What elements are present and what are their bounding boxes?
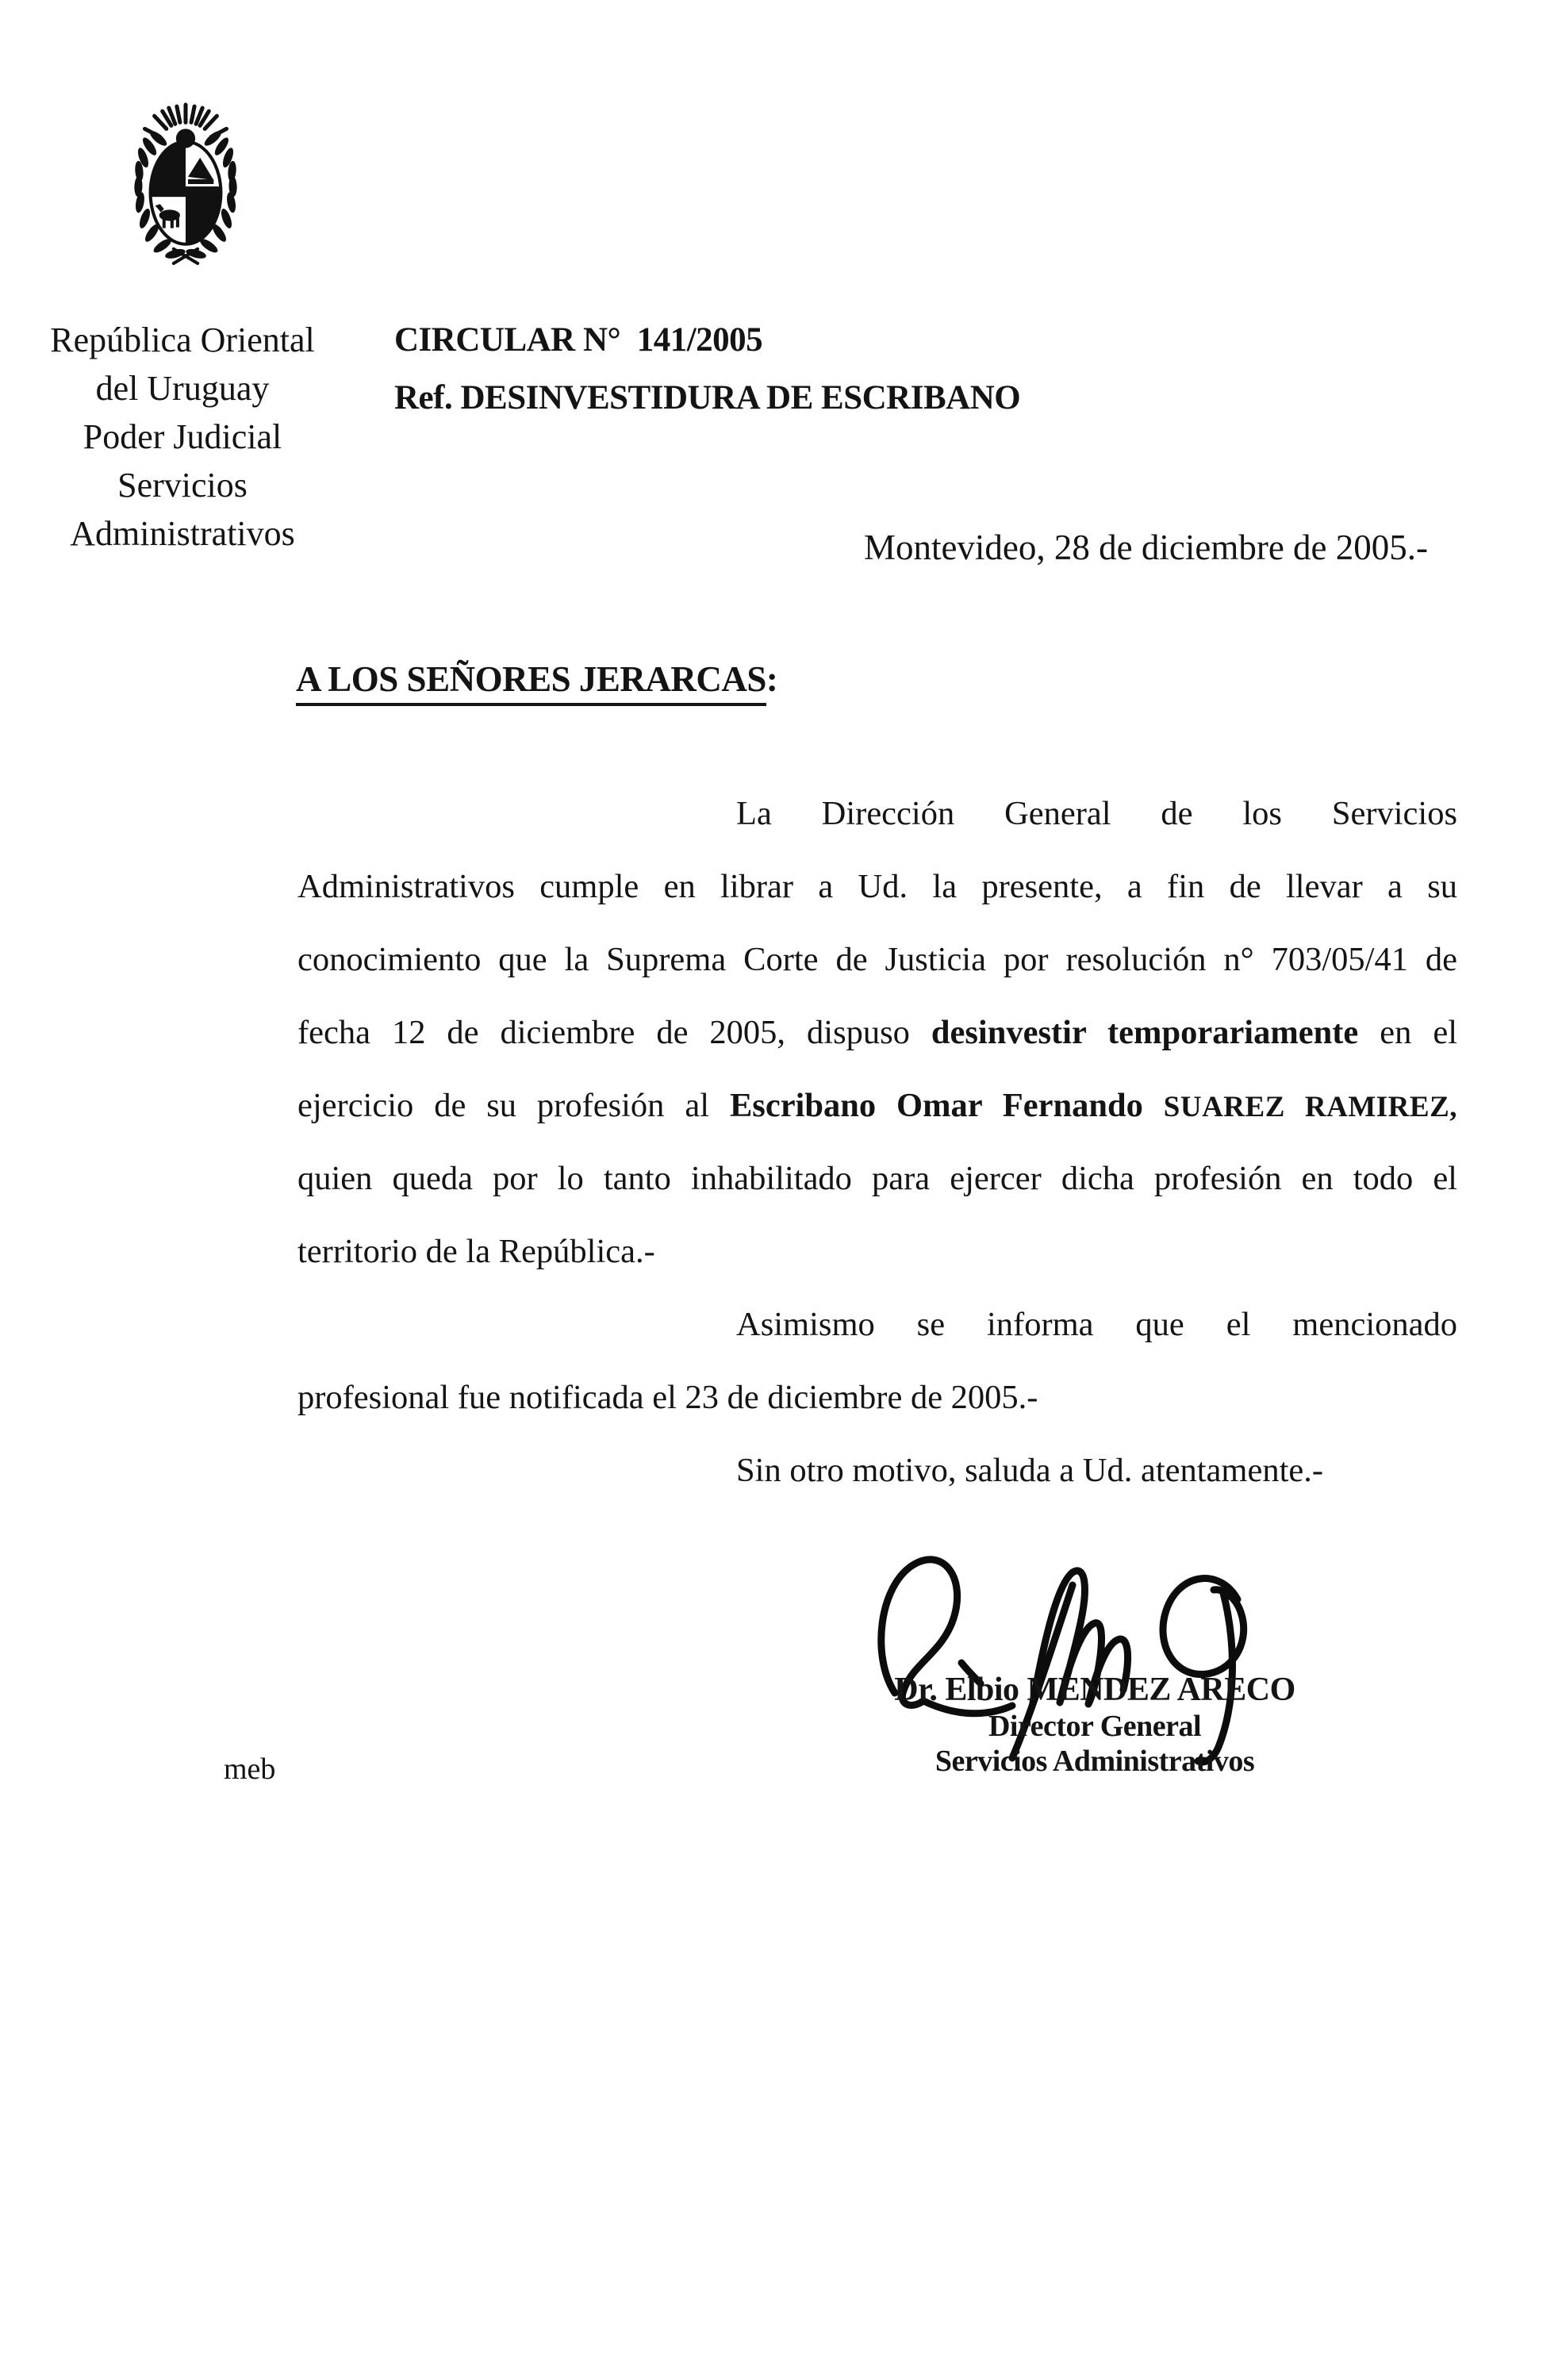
signer-department: Servicios Administrativos	[935, 1745, 1255, 1778]
typist-initials: meb	[224, 1752, 276, 1786]
signer-title: Director General	[988, 1710, 1202, 1743]
body-line-5-bold-name: Escribano Omar Fernando	[729, 1087, 1164, 1124]
body-line-4	[297, 996, 1457, 1069]
body-line-2: Administrativos cumple en librar a Ud. la presente, a fin de llevar a su	[297, 868, 1457, 905]
body-line-4-post: en el	[1358, 1014, 1458, 1051]
salutation-underlined-text: A LOS SEÑORES JERARCAS	[296, 659, 766, 706]
body-line-4-bold: desinvestir temporariamente	[931, 1014, 1359, 1051]
org-line-admin: Administrativos	[70, 514, 295, 553]
body-line-10: Sin otro motivo, saluda a Ud. atentamente.-	[736, 1452, 1324, 1489]
body-line-7: territorio de la República.-	[297, 1233, 655, 1270]
body-line-8: Asimismo se informa que el mencionado	[736, 1306, 1457, 1343]
salutation-colon: :	[766, 659, 778, 699]
letter-body	[297, 777, 1457, 1507]
body-line-5-pre: ejercicio de su profesión al	[297, 1087, 730, 1124]
org-line-country2: del Uruguay	[95, 369, 270, 408]
org-line-services: Servicios	[117, 466, 248, 505]
signature-block	[877, 1671, 1312, 1779]
letterhead-org-block	[21, 316, 344, 558]
body-line-9: profesional fue notificada el 23 de diciembre de 2005.-	[297, 1379, 1038, 1416]
uruguay-coat-of-arms-icon	[125, 98, 246, 267]
signer-name: Dr. Elbio MENDEZ ARECO	[894, 1672, 1295, 1708]
salutation	[296, 658, 777, 700]
body-line-5	[297, 1069, 1457, 1142]
org-line-country: República Oriental	[50, 321, 315, 359]
reference-subject: Ref. DESINVESTIDURA DE ESCRIBANO	[394, 379, 1021, 416]
body-line-1: La Dirección General de los Servicios	[736, 795, 1457, 832]
body-line-6: quien queda por lo tanto inhabilitado para ejercer dicha profesión en todo el	[297, 1160, 1457, 1197]
circular-number: CIRCULAR N° 141/2005	[394, 321, 763, 359]
body-line-5-surname-caps: SUAREZ RAMIREZ,	[1163, 1091, 1458, 1123]
org-line-branch: Poder Judicial	[83, 417, 282, 456]
body-line-3: conocimiento que la Suprema Corte de Justicia por resolución n° 703/05/41 de	[297, 941, 1457, 978]
dateline: Montevideo, 28 de diciembre de 2005.-	[863, 528, 1428, 567]
body-line-4-pre: fecha 12 de diciembre de 2005, dispuso	[297, 1014, 931, 1051]
